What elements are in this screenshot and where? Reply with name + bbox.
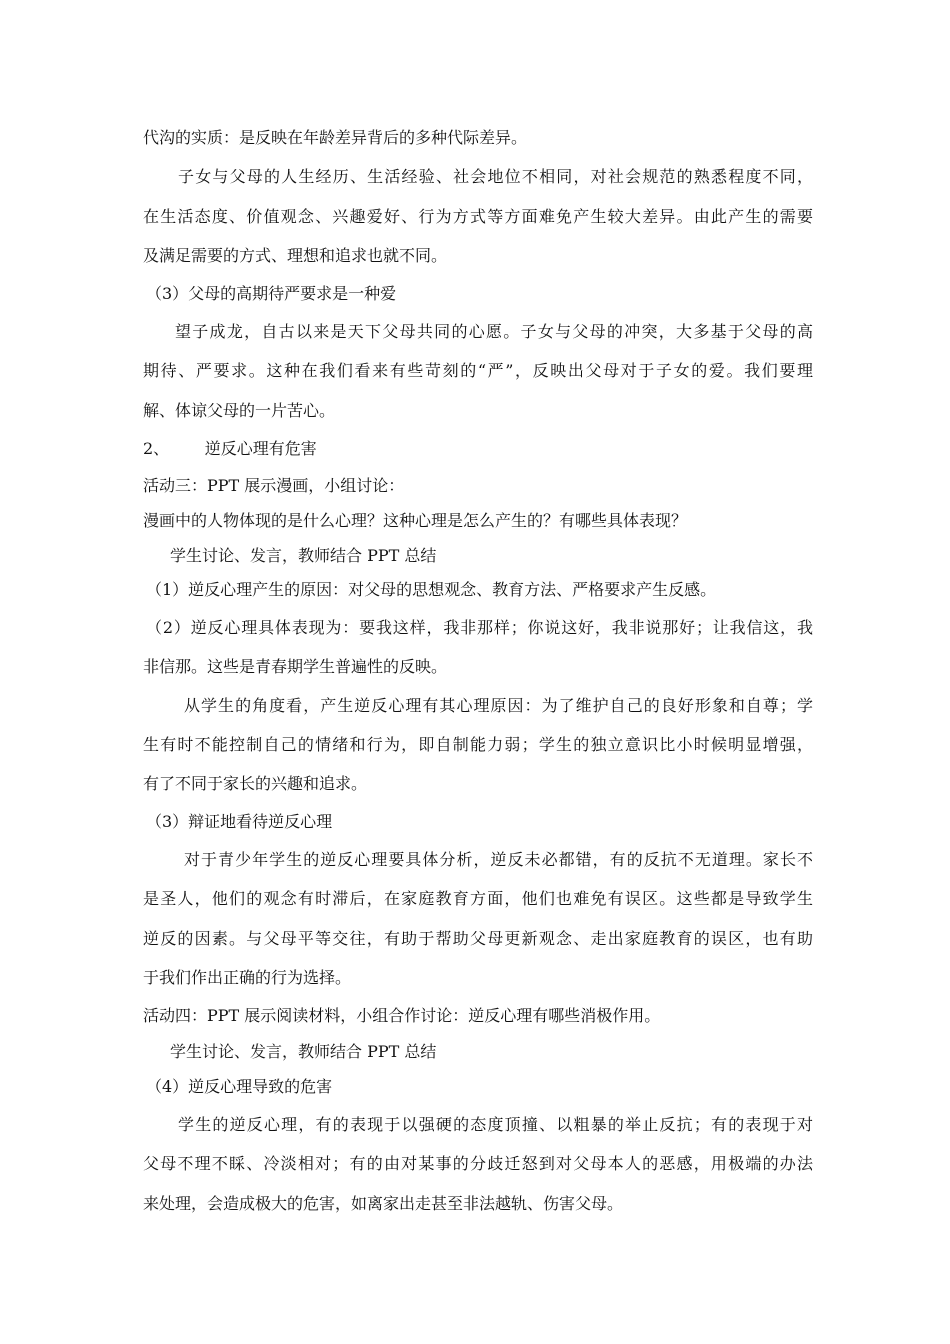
text-line: 活动四：PPT 展示阅读材料，小组合作讨论：逆反心理有哪些消极作用。 (143, 1006, 661, 1025)
section-heading: 2、 逆反心理有危害 (143, 439, 317, 458)
text-line: 来处理，会造成极大的危害，如离家出走甚至非法越轨、伤害父母。 (143, 1194, 624, 1213)
text-line: 生有时不能控制自己的情绪和行为，即自制能力弱；学生的独立意识比小时候明显增强， (143, 735, 813, 754)
text-line: 父母不理不睬、冷淡相对；有的由对某事的分歧迁怒到对父母本人的恶感，用极端的办法 (143, 1154, 813, 1173)
text-line: 学生讨论、发言，教师结合 PPT 总结 (170, 1042, 437, 1061)
text-line: 子女与父母的人生经历、生活经验、社会地位不相同，对社会规范的熟悉程度不同， (178, 167, 813, 186)
text-line: 学生讨论、发言，教师结合 PPT 总结 (170, 546, 437, 565)
text-line: 逆反的因素。与父母平等交往，有助于帮助父母更新观念、走出家庭教育的误区，也有助 (143, 929, 813, 948)
text-line: 及满足需要的方式、理想和追求也就不同。 (143, 246, 448, 265)
section-heading: （3）父母的高期待严要求是一种爱 (146, 284, 397, 303)
section-heading: （3）辩证地看待逆反心理 (146, 812, 333, 831)
text-line: 从学生的角度看，产生逆反心理有其心理原因：为了维护自己的良好形象和自尊；学 (184, 696, 813, 715)
text-line: （1）逆反心理产生的原因：对父母的思想观念、教育方法、严格要求产生反感。 (146, 580, 717, 599)
text-line: 在生活态度、价值观念、兴趣爱好、行为方式等方面难免产生较大差异。由此产生的需要 (143, 207, 813, 226)
section-heading: （4）逆反心理导致的危害 (146, 1077, 333, 1096)
text-line: 漫画中的人物体现的是什么心理？这种心理是怎么产生的？有哪些具体表现？ (143, 511, 688, 530)
text-line: （2）逆反心理具体表现为：要我这样，我非那样；你说这好，我非说那好；让我信这，我 (146, 618, 813, 637)
text-line: 活动三：PPT 展示漫画，小组讨论： (143, 476, 405, 495)
text-line: 期待、严要求。这种在我们看来有些苛刻的“严”，反映出父母对于子女的爱。我们要理 (143, 361, 813, 380)
text-line: 望子成龙，自古以来是天下父母共同的心愿。子女与父母的冲突，大多基于父母的高 (175, 322, 813, 341)
text-line: 有了不同于家长的兴趣和追求。 (143, 774, 368, 793)
text-line: 于我们作出正确的行为选择。 (143, 968, 352, 987)
text-line: 非信那。这些是青春期学生普遍性的反映。 (143, 657, 448, 676)
text-line: 代沟的实质：是反映在年龄差异背后的多种代际差异。 (143, 128, 528, 147)
text-line: 学生的逆反心理，有的表现于以强硬的态度顶撞、以粗暴的举止反抗；有的表现于对 (178, 1115, 813, 1134)
text-line: 对于青少年学生的逆反心理要具体分析，逆反未必都错，有的反抗不无道理。家长不 (184, 850, 813, 869)
text-line: 解、体谅父母的一片苦心。 (143, 401, 336, 420)
text-line: 是圣人，他们的观念有时滞后，在家庭教育方面，他们也难免有误区。这些都是导致学生 (143, 889, 813, 908)
